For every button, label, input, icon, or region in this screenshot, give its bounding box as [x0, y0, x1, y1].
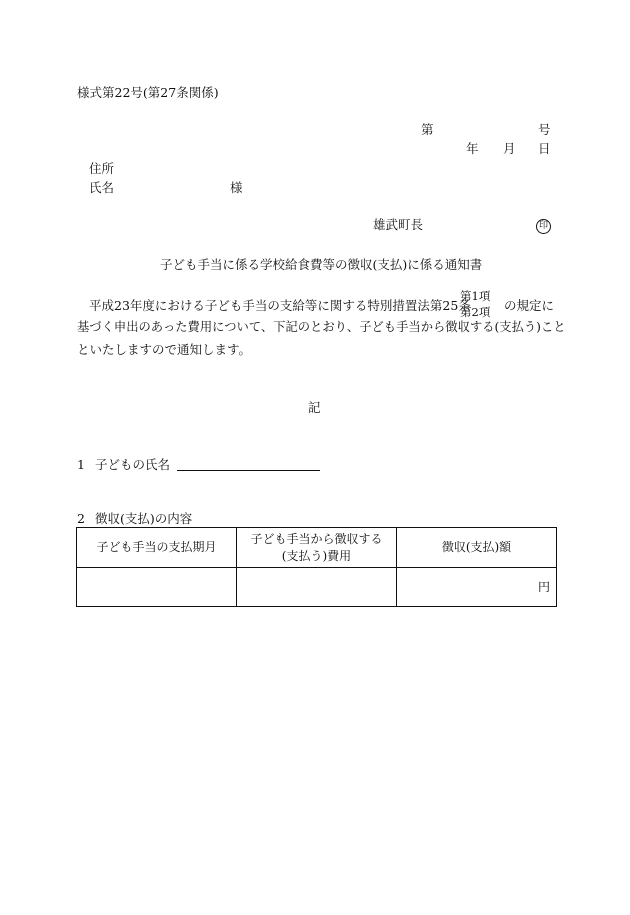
child-name-field[interactable] [177, 470, 320, 471]
issuer-title: 雄武町長 [373, 217, 424, 232]
item1-label: 子どもの氏名 [95, 457, 171, 472]
date-month: 月 [503, 141, 516, 156]
document-title: 子ども手当に係る学校給食費等の徴収(支払)に係る通知書 [160, 257, 483, 272]
honorific: 様 [230, 180, 243, 195]
header-expense [237, 528, 397, 568]
cell-expense[interactable] [237, 568, 397, 607]
header-expense-line1: 子ども手当から徴収する [250, 531, 383, 546]
seal-mark [536, 216, 551, 234]
doc-number-suffix: 号 [538, 122, 551, 137]
body-line2: 基づく申出のあった費用について、下記のとおり、子ども手当から徴収する(支払う)こと [77, 320, 566, 334]
seal-text: 印 [536, 219, 551, 234]
header-payment-period: 子ども手当の支払期月 [77, 528, 237, 568]
item1-number: 1 [77, 457, 85, 472]
body-line1-pre: 平成23年度における子ども手当の支給等に関する特別措置法第25条 [89, 298, 471, 313]
doc-number-prefix: 第 [421, 122, 434, 137]
header-amount: 徴収(支払)額 [397, 528, 557, 568]
body-line3: といたしますので通知します。 [77, 342, 252, 357]
item2-number: 2 [77, 511, 85, 526]
clause-a: 第1項 [460, 289, 491, 303]
content-table [76, 527, 557, 607]
cell-amount[interactable] [397, 568, 557, 607]
table-row [77, 568, 557, 607]
address-label: 住所 [89, 161, 115, 176]
item2-label: 徴収(支払)の内容 [95, 511, 193, 526]
clause-b: 第2項 [460, 305, 491, 319]
cell-payment-period[interactable] [77, 568, 237, 607]
amount-unit: 円 [537, 579, 550, 594]
table-header-row [77, 528, 557, 568]
header-expense-line2: (支払う)費用 [281, 548, 352, 563]
date-year: 年 [466, 141, 479, 156]
body-line1-post: の規定に [504, 298, 555, 313]
date-day: 日 [538, 141, 551, 156]
ki-heading: 記 [308, 400, 321, 415]
form-number: 様式第22号(第27条関係) [77, 85, 219, 100]
name-label: 氏名 [89, 180, 115, 195]
